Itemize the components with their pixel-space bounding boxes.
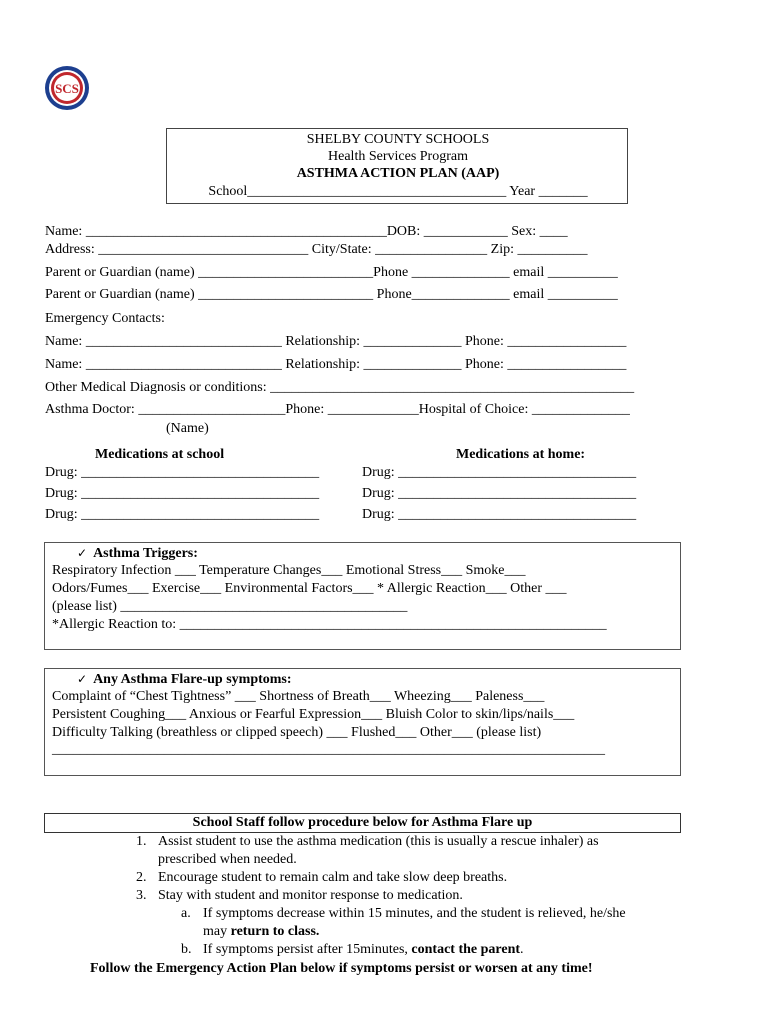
home-drug-field[interactable]: Drug: __________________________________	[362, 465, 637, 480]
emergency-plan-footer: Follow the Emergency Action Plan below if symptoms persist or worsen at any time!	[90, 961, 593, 976]
program-name: Health Services Program	[328, 149, 468, 164]
sub-a-text-cont: may return to class.	[203, 924, 320, 939]
step-2-number: 2.	[136, 870, 147, 885]
triggers-line-1[interactable]: Respiratory Infection ___ Temperature Changes___ Emotional Stress___ Smoke___	[52, 563, 526, 578]
emergency-contact-2-field[interactable]: Name: ____________________________ Relationship: ______________ Phone: _________________	[45, 357, 627, 372]
sub-a-letter: a.	[181, 906, 191, 921]
step-3-number: 3.	[136, 888, 147, 903]
medications-school-heading: Medications at school	[95, 447, 225, 462]
symptoms-line-3[interactable]: Difficulty Talking (breathless or clipped speech) ___ Flushed___ Other___ (please list)	[52, 725, 542, 740]
flare-up-symptoms-box	[44, 668, 681, 776]
other-diagnosis-field[interactable]: Other Medical Diagnosis or conditions: ____________________________________________________	[45, 380, 635, 395]
svg-text:SCS: SCS	[55, 81, 79, 96]
symptoms-line-2[interactable]: Persistent Coughing___ Anxious or Fearful Expression___ Bluish Color to skin/lips/nails___	[52, 707, 575, 722]
symptoms-heading: ✓ Any Asthma Flare-up symptoms:	[77, 672, 292, 687]
medications-home-heading: Medications at home:	[456, 447, 586, 462]
emergency-contacts-label: Emergency Contacts:	[45, 311, 165, 326]
sub-a-text: If symptoms decrease within 15 minutes, and the student is relieved, he/she	[203, 906, 626, 921]
school-drug-field[interactable]: Drug: __________________________________	[45, 507, 320, 522]
sub-b-letter: b.	[181, 942, 192, 957]
procedure-title: School Staff follow procedure below for Asthma Flare up	[44, 813, 681, 833]
form-title: ASTHMA ACTION PLAN (AAP)	[296, 166, 500, 181]
triggers-heading: ✓ Asthma Triggers:	[77, 546, 198, 561]
sub-b-text: If symptoms persist after 15minutes, contact the parent.	[203, 942, 524, 957]
school-drug-field[interactable]: Drug: __________________________________	[45, 486, 320, 501]
school-drug-field[interactable]: Drug: __________________________________	[45, 465, 320, 480]
shelby-county-schools-logo	[44, 65, 90, 111]
step-2-text: Encourage student to remain calm and take slow deep breaths.	[158, 870, 508, 885]
asthma-triggers-box	[44, 542, 681, 650]
header-box	[166, 128, 628, 204]
symptoms-other-list-field[interactable]: _______________________________________________________________________________	[52, 742, 605, 757]
allergic-reaction-to-field[interactable]: *Allergic Reaction to: _____________________________________________________________	[52, 617, 607, 632]
checkmark-icon: ✓	[77, 546, 88, 560]
checkmark-icon: ✓	[77, 672, 88, 686]
asthma-doctor-field[interactable]: Asthma Doctor: _____________________Phone: _____________Hospital of Choice: ______________	[45, 402, 630, 417]
triggers-line-2[interactable]: Odors/Fumes___ Exercise___ Environmental Factors___ * Allergic Reaction___ Other ___	[52, 581, 567, 596]
step-3-text: Stay with student and monitor response to medication.	[158, 888, 463, 903]
home-drug-field[interactable]: Drug: __________________________________	[362, 486, 637, 501]
address-field[interactable]: Address: ______________________________ City/State: ________________ Zip: __________	[45, 242, 588, 257]
org-name: SHELBY COUNTY SCHOOLS	[306, 132, 490, 147]
doctor-name-caption: (Name)	[166, 421, 209, 436]
home-drug-field[interactable]: Drug: __________________________________	[362, 507, 637, 522]
step-1-text: Assist student to use the asthma medication (this is usually a rescue inhaler) as	[158, 834, 599, 849]
step-1-text-cont: prescribed when needed.	[158, 852, 297, 867]
guardian-1-field[interactable]: Parent or Guardian (name) _________________________Phone ______________ email __________	[45, 265, 618, 280]
name-dob-sex-field[interactable]: Name: ___________________________________________DOB: ____________ Sex: ____	[45, 224, 568, 239]
symptoms-line-1[interactable]: Complaint of “Chest Tightness” ___ Shortness of Breath___ Wheezing___ Paleness___	[52, 689, 545, 704]
guardian-2-field[interactable]: Parent or Guardian (name) _________________________ Phone______________ email __________	[45, 287, 618, 302]
step-1-number: 1.	[136, 834, 147, 849]
emergency-contact-1-field[interactable]: Name: ____________________________ Relationship: ______________ Phone: _________________	[45, 334, 627, 349]
school-year-field[interactable]: School_____________________________________ Year _______	[208, 184, 588, 199]
triggers-please-list[interactable]: (please list) _________________________________________	[52, 599, 408, 614]
